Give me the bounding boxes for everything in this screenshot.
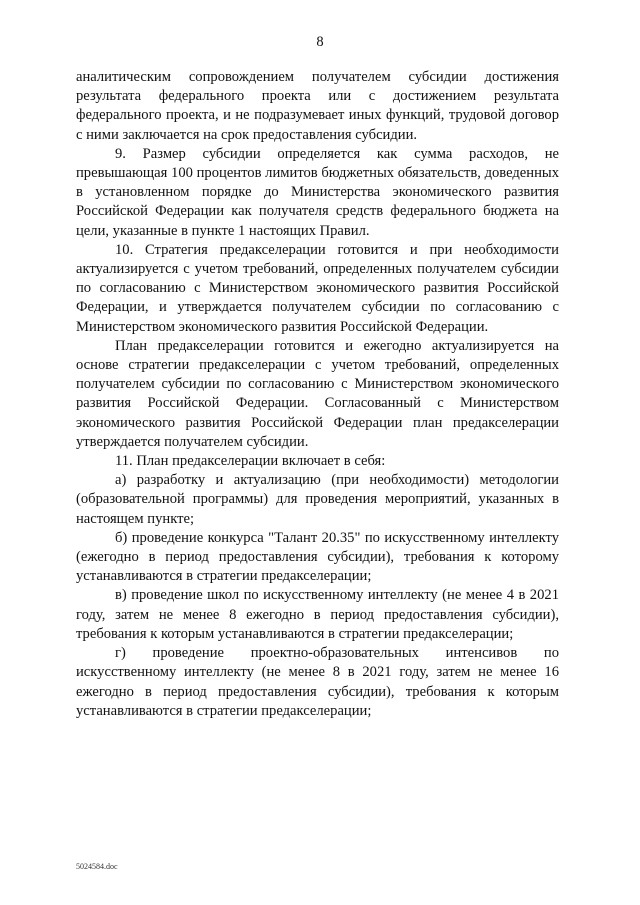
paragraph-item-10: 10. Стратегия предакселерации готовится и при необходимости актуализируется с учетом требований, определенных получателем субсидии по согласованию с Министерством экономического развития Российской Федерации, и утверждается получателем субсидии по согласованию с Министерством экономического развития Российской Федерации. [76, 241, 559, 335]
paragraph-item-9: 9. Размер субсидии определяется как сумма расходов, не превышающая 100 процентов лимитов бюджетных обязательств, доведенных в установленном порядке до Министерства экономического развития Российской Федерации как получателя средств федерального бюджета на цели, указанные в пункте 1 настоящих Правил. [76, 145, 559, 239]
paragraph-item-11: 11. План предакселерации включает в себя: [115, 453, 386, 470]
page-number: 8 [316, 34, 324, 50]
paragraph-subitem-g: г) проведение проектно-образовательных интенсивов по искусственному интеллекту (не менее 8 в 2021 году, затем не менее 16 ежегодно в период предоставления субсидии), требования к которым устанавливаются в стратегии предакселерации; [76, 645, 559, 719]
paragraph-continuation: аналитическим сопровождением получателем субсидии достижения результата федерального проекта или с достижением результата федерального проекта, и не подразумевает иных функций, трудовой договор с ними заключается на срок предоставления субсидии. [76, 69, 559, 143]
paragraph-subitem-v: в) проведение школ по искусственному интеллекту (не менее 4 в 2021 году, затем не менее 8 ежегодно в период предоставления субсидии), требования к которым устанавливаются в стратегии предакселерации; [76, 587, 559, 642]
document-body [76, 68, 559, 721]
paragraph-plan: План предакселерации готовится и ежегодно актуализируется на основе стратегии предакселерации с учетом требований, определенных получателем субсидии по согласованию с Министерством экономического развития Российской Федерации. Согласованный с Министерством экономического развития Российской Федерации план предакселерации утверждается получателем субсидии. [76, 337, 559, 450]
paragraph-subitem-a: а) разработку и актуализацию (при необходимости) методологии (образовательной программы) для проведения мероприятий, указанных в настоящем пункте; [76, 472, 559, 527]
footer-doc-id: 5024584.doc [76, 862, 118, 871]
paragraph-subitem-b: б) проведение конкурса "Талант 20.35" по искусственному интеллекту (ежегодно в период предоставления субсидии), требования к которому устанавливаются в стратегии предакселерации; [76, 529, 559, 585]
